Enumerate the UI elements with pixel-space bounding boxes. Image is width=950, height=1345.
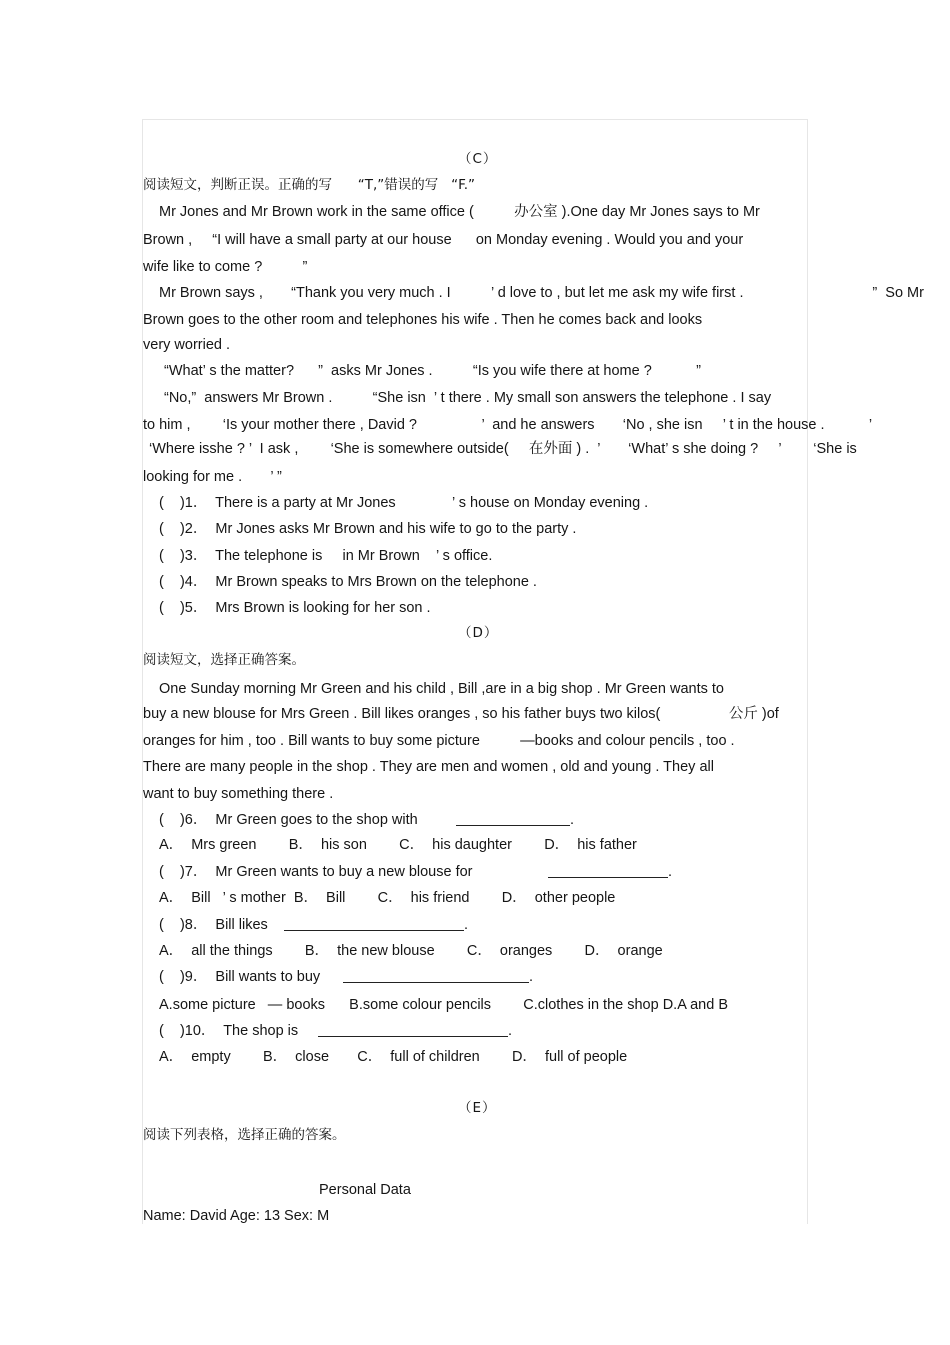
passage-c-line: looking for me . ’ ”: [143, 469, 282, 485]
question-c-1: ( )1． There is a party at Mr Jones ’ s house on Monday evening .: [159, 495, 649, 511]
passage-d-line: One Sunday morning Mr Green and his child , Bill ,are in a big shop . Mr Green wants to: [159, 681, 724, 697]
passage-d-line: oranges for him , too . Bill wants to buy some picture —books and colour pencils , too .: [143, 733, 735, 749]
passage-c-line: Mr Brown says , “Thank you very much . I ’ d love to , but let me ask my wife first . ” So Mr: [159, 285, 924, 301]
options-d-6: A． Mrs green B． his son C． his daughter D． his father: [159, 837, 637, 853]
options-d-8: A． all the things B． the new blouse C． oranges D． orange: [159, 943, 663, 959]
answer-blank: [456, 825, 570, 826]
passage-c-line: Brown goes to the other room and telephones his wife . Then he comes back and looks: [143, 312, 703, 328]
section-d-header: （D）: [458, 625, 499, 641]
passage-c-line: ‘Where isshe ? ’ I ask , ‘She is somewhere outside( 在外面 ) . ’ ‘What’ s she doing ? ’ ‘She is: [149, 441, 857, 457]
blank-period: .: [464, 917, 469, 933]
blank-period: .: [570, 812, 575, 828]
passage-c-line: very worried .: [143, 337, 231, 353]
answer-blank: [343, 982, 529, 983]
question-c-2: ( )2． Mr Jones asks Mr Brown and his wife to go to the party .: [159, 521, 577, 537]
passage-c-line: Mr Jones and Mr Brown work in the same office ( 办公室 ).One day Mr Jones says to Mr: [159, 204, 760, 220]
section-d-instruction: 阅读短文，选择正确答案。: [143, 652, 305, 668]
blank-period: .: [508, 1023, 513, 1039]
options-d-9: A.some picture — books B.some colour pencils C.clothes in the shop D.A and B: [159, 997, 728, 1013]
section-c-header: （C）: [458, 151, 498, 167]
passage-d-line: buy a new blouse for Mrs Green . Bill likes oranges , so his father buys two kilos( 公斤 )of: [143, 706, 779, 722]
section-e-instruction: 阅读下列表格，选择正确的答案。: [143, 1127, 346, 1143]
passage-c-line: Brown , “I will have a small party at our house on Monday evening . Would you and your: [143, 232, 744, 248]
passage-d-line: want to buy something there .: [143, 786, 334, 802]
answer-blank: [318, 1036, 508, 1037]
section-e-header: （E）: [458, 1100, 497, 1116]
question-d-10: ( )10． The shop is: [159, 1023, 299, 1039]
options-d-10: A． empty B． close C． full of children D． full of people: [159, 1049, 628, 1065]
question-c-3: ( )3． The telephone is in Mr Brown ’ s office.: [159, 548, 493, 564]
passage-c-line: “No,” answers Mr Brown . “She isn ’ t there . My small son answers the telephone . I say: [164, 390, 772, 406]
answer-blank: [284, 930, 464, 931]
question-c-4: ( )4． Mr Brown speaks to Mrs Brown on the telephone .: [159, 574, 537, 590]
options-d-7: A． Bill ’ s mother B． Bill C． his friend D． other people: [159, 890, 616, 906]
blank-period: .: [529, 969, 534, 985]
answer-blank: [548, 877, 668, 878]
question-d-8: ( )8． Bill likes: [159, 917, 268, 933]
passage-c-line: wife like to come ? ”: [143, 259, 308, 275]
passage-c-line: to him , ‘Is your mother there , David ? ’ and he answers ‘No , she isn ’ t in the house . ’: [143, 417, 873, 433]
passage-c-line: “What’ s the matter? ” asks Mr Jones . “Is you wife there at home ? ”: [164, 363, 701, 379]
question-d-9: ( )9． Bill wants to buy: [159, 969, 321, 985]
blank-period: .: [668, 864, 673, 880]
section-c-instruction: 阅读短文，判断正误。正确的写 “T,”错误的写 “F.”: [143, 177, 476, 193]
question-d-7: ( )7． Mr Green wants to buy a new blouse for: [159, 864, 473, 880]
question-c-5: ( )5． Mrs Brown is looking for her son .: [159, 600, 431, 616]
personal-data-row: Name: David Age: 13 Sex: M: [143, 1208, 330, 1224]
question-d-6: ( )6． Mr Green goes to the shop with: [159, 812, 418, 828]
table-title: Personal Data: [319, 1182, 411, 1198]
passage-d-line: There are many people in the shop . They are men and women , old and young . They all: [143, 759, 714, 775]
